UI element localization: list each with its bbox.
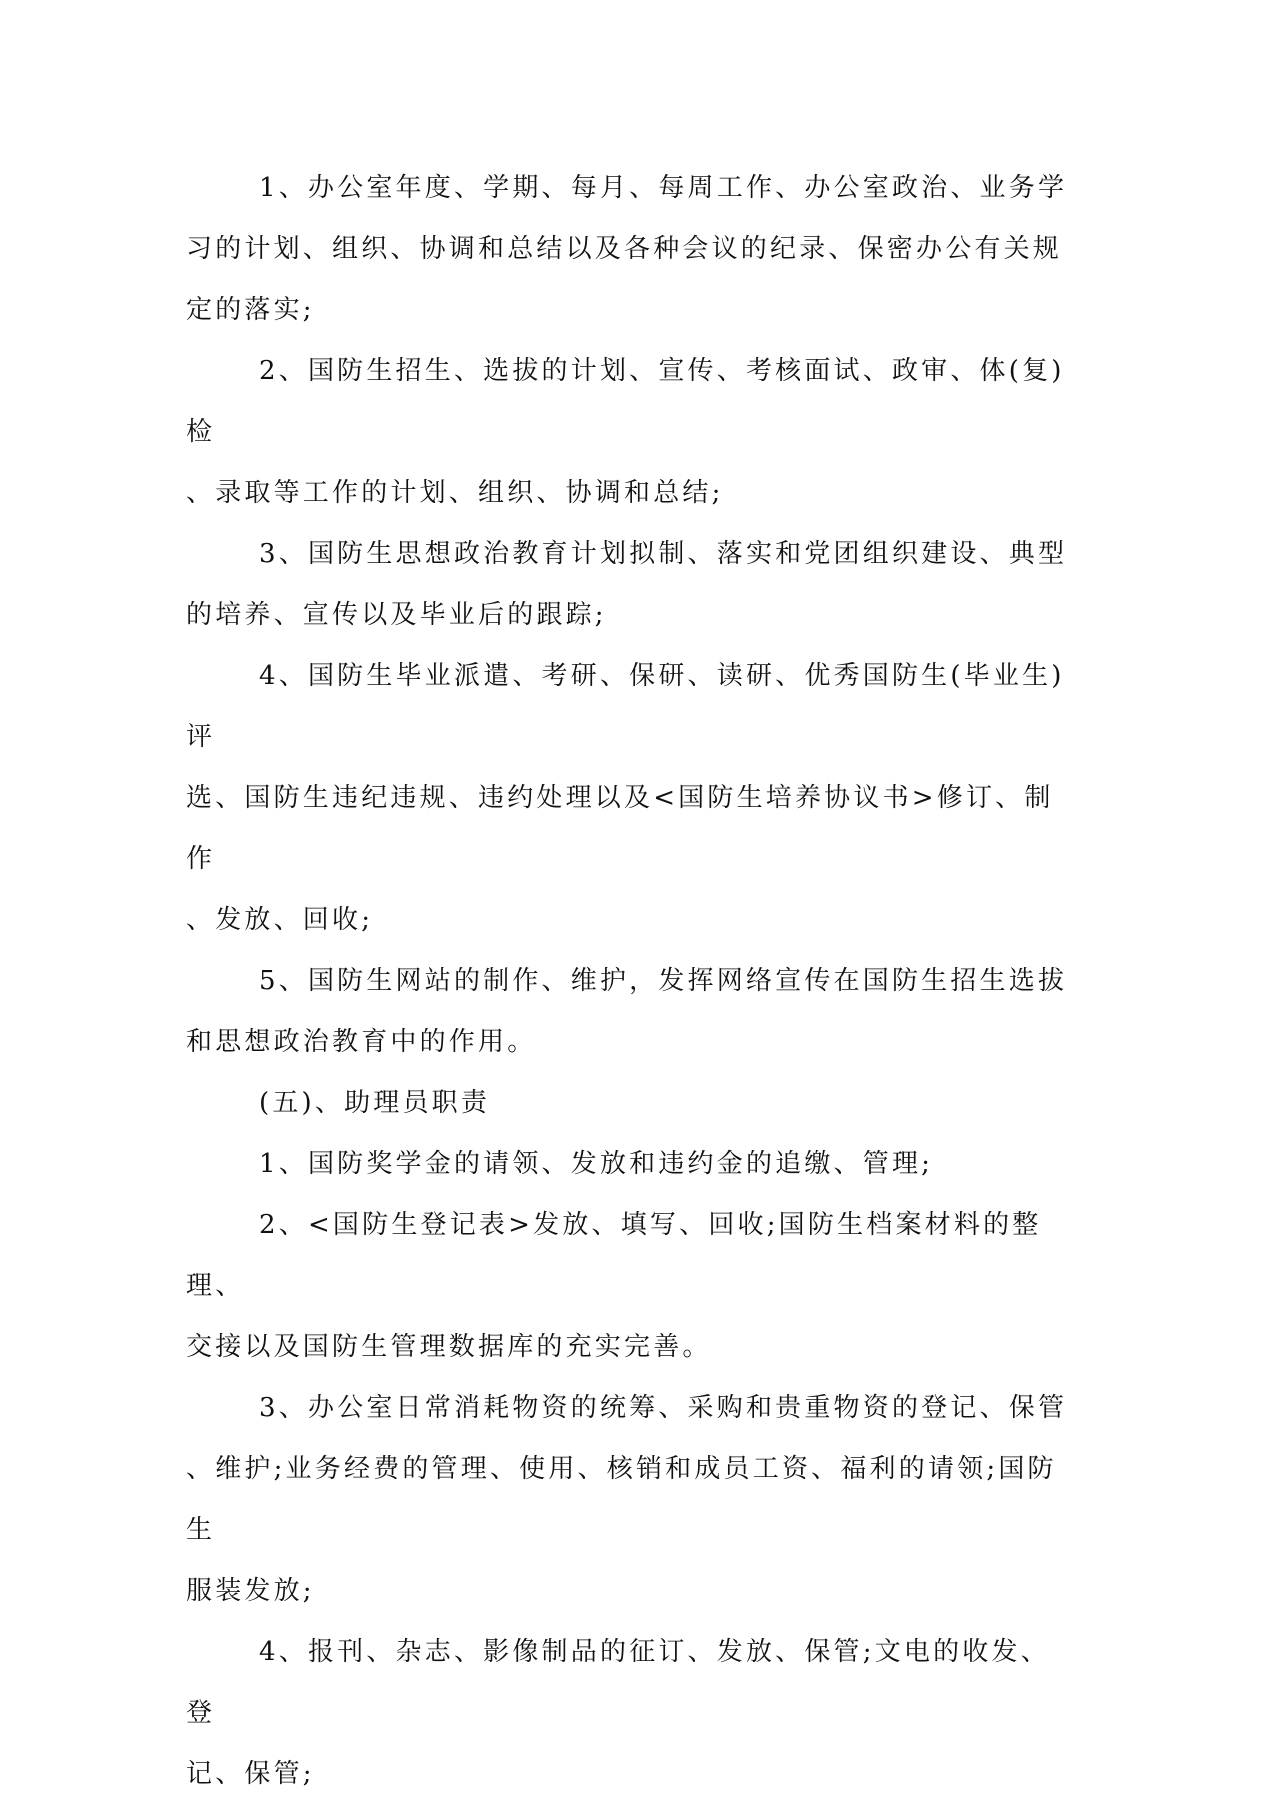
paragraph-line: 4、国防生毕业派遣、考研、保研、读研、优秀国防生(毕业生)评 bbox=[186, 661, 1065, 752]
paragraph-line: 的培养、宣传以及毕业后的跟踪; bbox=[186, 600, 607, 630]
paragraph-line: 习的计划、组织、协调和总结以及各种会议的纪录、保密办公有关规 bbox=[186, 234, 1063, 264]
paragraph-p2 bbox=[186, 341, 1076, 524]
paragraph-line: 、录取等工作的计划、组织、协调和总结; bbox=[186, 478, 724, 508]
paragraph-p4 bbox=[186, 646, 1076, 951]
paragraph-p3 bbox=[186, 524, 1076, 646]
paragraph-line: 5、国防生网站的制作、维护，发挥网络宣传在国防生招生选拔 bbox=[259, 966, 1068, 996]
paragraph-line: 、维护;业务经费的管理、使用、核销和成员工资、福利的请领;国防生 bbox=[186, 1454, 1057, 1545]
paragraph-p7 bbox=[186, 1134, 1076, 1195]
paragraph-line: 服装发放; bbox=[186, 1576, 315, 1606]
paragraph-line: 4、报刊、杂志、影像制品的征订、发放、保管;文电的收发、登 bbox=[186, 1637, 1050, 1728]
paragraph-line: 3、办公室日常消耗物资的统筹、采购和贵重物资的登记、保管 bbox=[259, 1393, 1068, 1423]
paragraph-line: 、发放、回收; bbox=[186, 905, 374, 935]
paragraph-line: 和思想政治教育中的作用。 bbox=[186, 1027, 537, 1057]
paragraph-line: 1、办公室年度、学期、每月、每周工作、办公室政治、业务学 bbox=[259, 173, 1068, 203]
document-body bbox=[186, 158, 1076, 1805]
paragraph-line: 选、国防生违纪违规、违约处理以及<国防生培养协议书>修订、制作 bbox=[186, 783, 1054, 874]
paragraph-p9 bbox=[186, 1378, 1076, 1622]
paragraph-p8 bbox=[186, 1195, 1076, 1378]
paragraph-p6 bbox=[186, 1073, 1076, 1134]
paragraph-line: 定的落实; bbox=[186, 295, 315, 325]
paragraph-line: 3、国防生思想政治教育计划拟制、落实和党团组织建设、典型 bbox=[259, 539, 1068, 569]
paragraph-p10 bbox=[186, 1622, 1076, 1805]
paragraph-line: 交接以及国防生管理数据库的充实完善。 bbox=[186, 1332, 712, 1362]
paragraph-line: 1、国防奖学金的请领、发放和违约金的追缴、管理; bbox=[259, 1149, 934, 1179]
paragraph-line: 2、国防生招生、选拔的计划、宣传、考核面试、政审、体(复)检 bbox=[186, 356, 1065, 447]
paragraph-line: 记、保管; bbox=[186, 1759, 315, 1789]
paragraph-line: (五)、助理员职责 bbox=[259, 1088, 491, 1118]
paragraph-line: 2、<国防生登记表>发放、填写、回收;国防生档案材料的整理、 bbox=[186, 1210, 1042, 1301]
paragraph-p5 bbox=[186, 951, 1076, 1073]
paragraph-p1 bbox=[186, 158, 1076, 341]
